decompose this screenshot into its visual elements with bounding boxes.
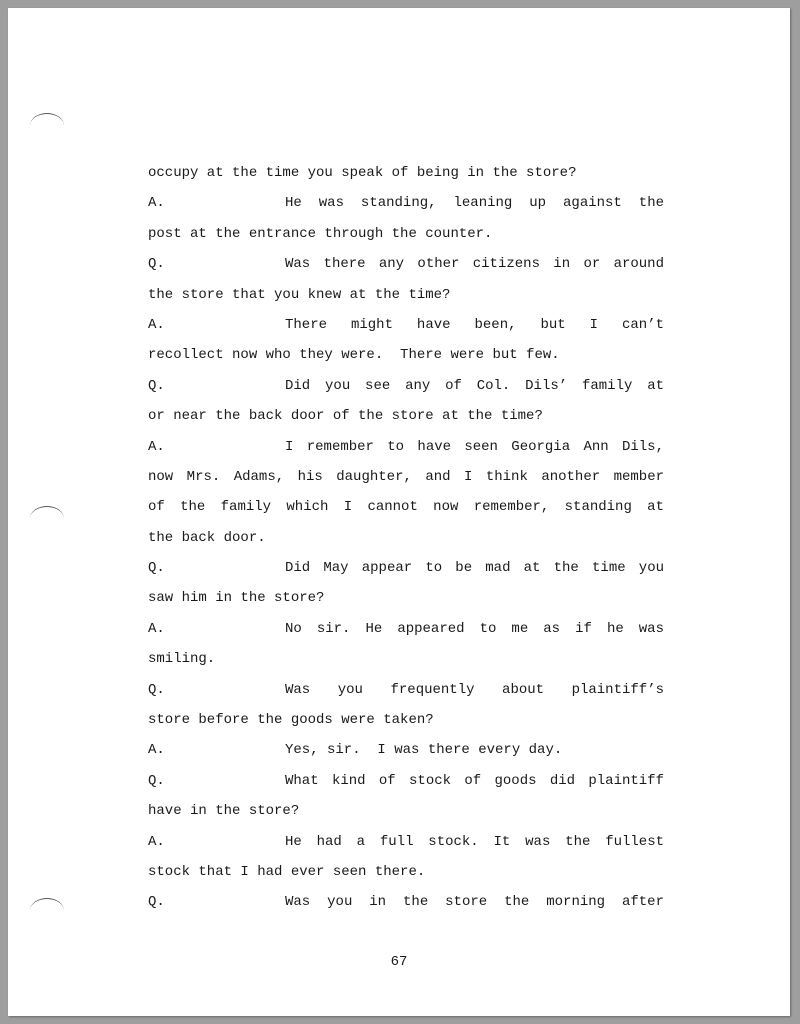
line-text: He was standing, leaning up against the [285,195,664,212]
line-text: or near the back door of the store at the time? [148,408,543,425]
transcript-line [148,158,664,188]
transcript-line [148,583,664,613]
transcript-line [148,188,664,218]
transcript-body [148,158,664,918]
line-text: store before the goods were taken? [148,712,434,729]
answer-label: A. [148,438,165,455]
line-text: now Mrs. Adams, his daughter, and I think another member [148,468,664,485]
transcript-line [148,401,664,431]
question-label: Q. [148,377,165,394]
transcript-line [148,280,664,310]
transcript-line [148,735,664,765]
line-text: recollect now who they were. There were but few. [148,347,560,364]
transcript-line [148,219,664,249]
line-text: Was you in the store the morning after [285,894,664,911]
answer-label: A. [148,742,165,759]
question-label: Q. [148,256,165,273]
question-label: Q. [148,894,165,911]
transcript-line [148,462,664,492]
transcript-line [148,887,664,917]
line-text: I remember to have seen Georgia Ann Dils, [285,438,664,455]
transcript-line [148,553,664,583]
line-text: post at the entrance through the counter. [148,225,493,242]
transcript-line [148,492,664,522]
page-number: 67 [390,954,408,970]
transcript-line [148,796,664,826]
line-text: smiling. [148,651,216,668]
line-text: of the family which I cannot now remember, standing at [148,499,664,516]
transcript-line [148,644,664,674]
line-text: stock that I had ever seen there. [148,863,426,880]
transcript-line [148,310,664,340]
line-text: He had a full stock. It was the fullest [285,833,664,850]
line-text: Did you see any of Col. Dils’ family at [285,377,664,394]
line-text: Did May appear to be mad at the time you [285,560,664,577]
question-label: Q. [148,772,165,789]
line-text: No sir. He appeared to me as if he was [285,620,664,637]
answer-label: A. [148,195,165,212]
line-text: There might have been, but I can’t [285,316,664,333]
transcript-line [148,432,664,462]
answer-label: A. [148,620,165,637]
punch-hole-mark [30,898,64,913]
transcript-line [148,857,664,887]
question-label: Q. [148,681,165,698]
transcript-line [148,705,664,735]
transcript-line [148,249,664,279]
line-text: Was you frequently about plaintiff’s [285,681,664,698]
transcript-line [148,675,664,705]
line-text: Was there any other citizens in or around [285,256,664,273]
document-page [8,8,790,1016]
line-text: What kind of stock of goods did plaintiff [285,772,664,789]
line-text: Yes, sir. I was there every day. [285,742,563,759]
line-text: occupy at the time you speak of being in the store? [148,165,577,181]
transcript-line [148,340,664,370]
question-label: Q. [148,560,165,577]
transcript-line [148,614,664,644]
answer-label: A. [148,833,165,850]
punch-hole-mark [30,506,64,521]
transcript-line [148,523,664,553]
transcript-line [148,371,664,401]
punch-hole-mark [30,113,64,128]
transcript-line [148,827,664,857]
line-text: the back door. [148,529,266,546]
transcript-line [148,766,664,796]
line-text: saw him in the store? [148,590,325,607]
answer-label: A. [148,316,165,333]
line-text: the store that you knew at the time? [148,286,451,303]
line-text: have in the store? [148,803,300,820]
